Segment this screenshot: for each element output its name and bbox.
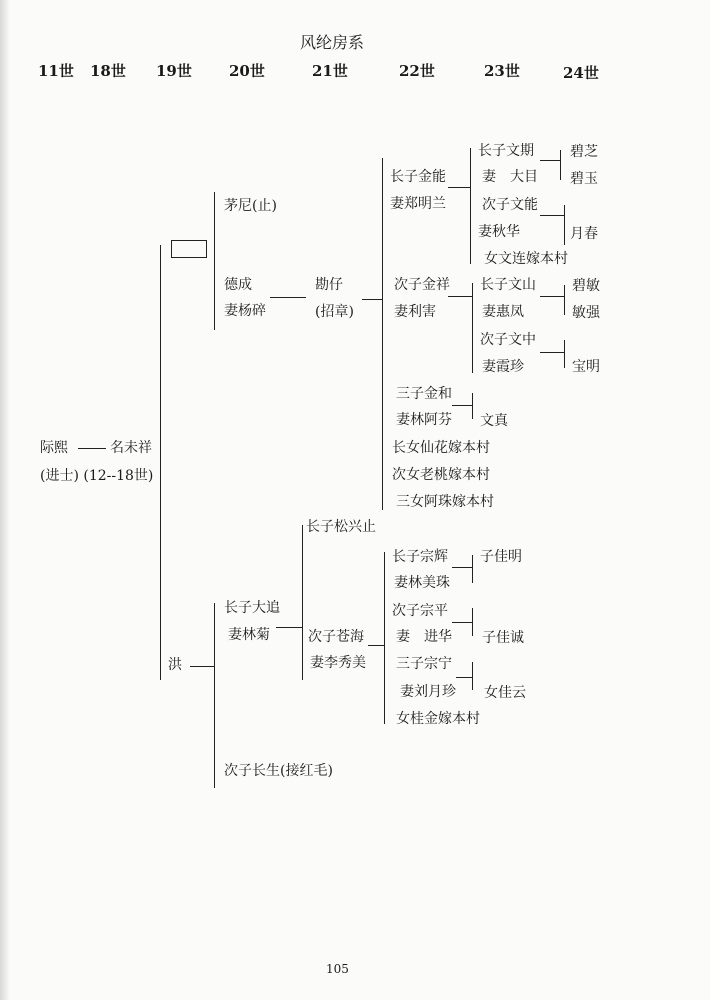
branch-line-24 [564,205,565,245]
branch-line-23 [472,283,473,373]
daughter-2: 次女老桃嫁本村 [392,467,490,483]
dazhui-wife: 妻林菊 [228,627,270,643]
branch-line-24 [564,285,565,315]
jinxiang-wife: 妻利害 [394,304,436,320]
canghai-name: 次子苍海 [308,629,364,645]
connector-line [448,296,472,297]
wenzhong-wife: 妻霞珍 [482,359,524,375]
branch-line-23 [472,393,473,419]
generation-header-19: 19世 [156,62,192,80]
wenneng-wife: 妻秋华 [478,224,520,240]
generation-header-21: 21世 [312,62,348,80]
connector-line [452,622,472,623]
zonghui-name: 长子宗辉 [392,549,448,565]
connector-line [368,645,384,646]
connector-line [190,666,214,667]
yuechun-name: 月春 [570,226,598,242]
generation-header-18: 18世 [90,62,126,80]
generation-header-22: 22世 [399,62,435,80]
connector-line [540,352,564,353]
daughter-3: 三女阿珠嫁本村 [396,494,494,510]
songxing-name: 长子松兴止 [306,519,376,535]
wenqi-name: 长子文期 [478,143,534,159]
decheng-name: 德成 [224,277,252,293]
daughter-1: 长女仙花嫁本村 [392,440,490,456]
page-number: 105 [326,962,349,976]
wenshan-wife: 妻惠凤 [482,304,524,320]
connector-line [452,567,472,568]
biyu-name: 碧玉 [570,171,598,187]
branch-line-22-lower [384,552,385,724]
jinneng-wife: 妻郑明兰 [390,196,446,212]
bimin-name: 碧敏 [572,278,600,294]
decheng-wife: 妻杨碎 [224,303,266,319]
branch-line-20-upper [214,192,215,330]
connector-line [276,627,302,628]
jinneng-name: 长子金能 [390,169,446,185]
zonghui-wife: 妻林美珠 [394,575,450,591]
baoming-name: 宝明 [572,359,600,375]
root-name-18: 名未祥 [110,440,152,456]
connector-line [362,299,382,300]
connector-line [540,215,564,216]
jinxiang-name: 次子金祥 [394,277,450,293]
trunk-line-19 [160,245,161,680]
scan-edge [0,0,10,1000]
changsheng-name: 次子长生(接红毛) [224,763,333,779]
branch-line-23 [470,148,471,264]
zongning-name: 三子宗宁 [396,656,452,672]
root-name: 际熙 [40,440,68,456]
minqiang-name: 敏强 [572,305,600,321]
zongping-name: 次子宗平 [392,603,448,619]
canghai-wife: 妻李秀美 [310,655,366,671]
zongping-wife: 妻 进华 [396,629,452,645]
wenshan-name: 长子文山 [480,277,536,293]
branch-line-24 [560,150,561,180]
generation-header-23: 23世 [484,62,520,80]
branch-line-23 [472,662,473,690]
hong-name: 洪 [168,657,182,673]
branch-line-22-upper [382,158,383,510]
jinhe-wife: 妻林阿芬 [396,412,452,428]
daughter-guijin: 女桂金嫁本村 [396,711,480,727]
bizhi-name: 碧芝 [570,144,598,160]
jiacheng-name: 子佳诚 [482,630,524,646]
wenzhong-name: 次子文中 [480,332,536,348]
connector-line [540,160,560,161]
jinhe-name: 三子金和 [396,386,452,402]
blank-name-box [171,240,207,258]
wenneng-name: 次子文能 [482,197,538,213]
zongning-wife: 妻刘月珍 [400,684,456,700]
root-note: (进士) (12--18世) [40,468,154,484]
branch-line-21-lower [302,525,303,680]
branch-line-23 [472,608,473,636]
generation-header-20: 20世 [229,62,265,80]
connector-line [456,677,472,678]
generation-header-11: 11世 [38,62,74,80]
page-title: 风纶房系 [300,33,365,52]
wenzhen-name: 文真 [480,413,508,429]
lezai-note: (招章) [315,304,354,320]
wenlian-name: 女文连嫁本村 [484,251,568,267]
branch-line-20-lower [214,603,215,788]
dazhui-name: 长子大追 [224,600,280,616]
lezai-name: 勘仔 [315,277,343,293]
branch-line-24 [564,340,565,368]
connector-line [452,405,472,406]
wenqi-wife: 妻 大目 [482,169,538,185]
connector-line [78,448,106,449]
connector-line [270,297,306,298]
branch-line-23 [472,555,473,583]
connector-line [448,187,470,188]
generation-header-24: 24世 [563,64,599,82]
maoni-name: 茅尼(止) [224,198,277,214]
jiaming-name: 子佳明 [480,549,522,565]
connector-line [540,296,564,297]
jiayun-name: 女佳云 [484,685,526,701]
